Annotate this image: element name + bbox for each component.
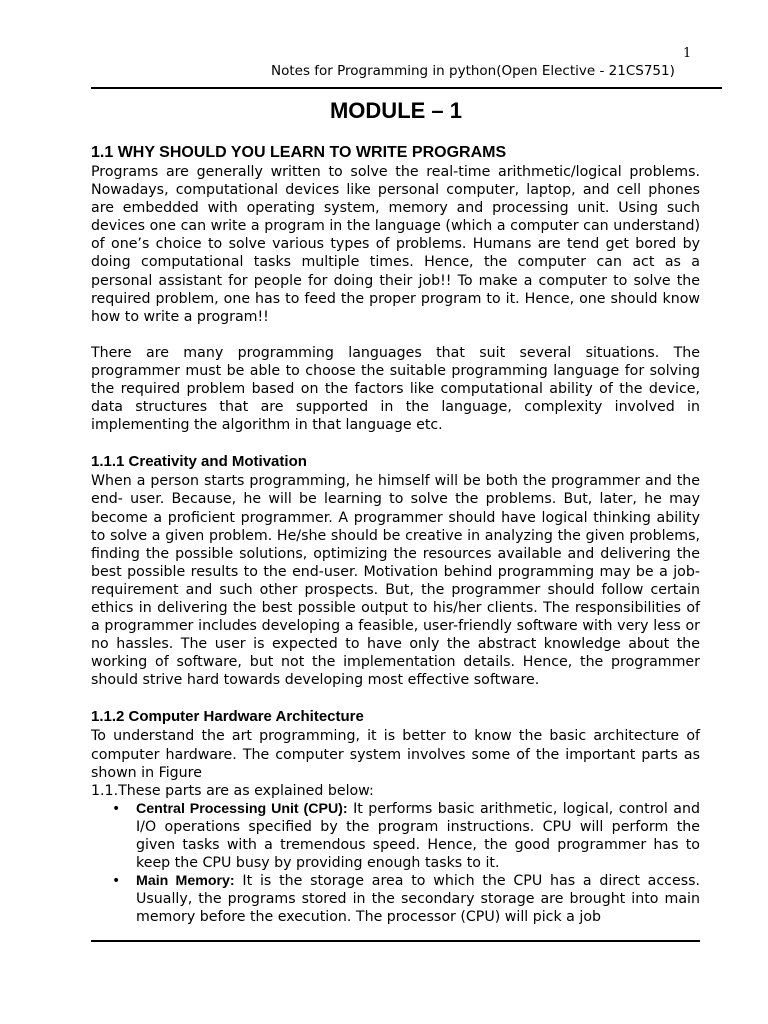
paragraph: To understand the art programming, it is better to know the basic architecture of computer hardware. The computer system involves some of the important parts as shown in Figure — [91, 728, 700, 781]
term-label: Main Memory: — [136, 873, 235, 890]
paragraph: There are many programming languages that suit several situations. The programmer must be able to choose the suitable programming language for solving the required problem based on the factors like computational ability of the device, data structures that are supported in the language, complexity involved in implementing the algorithm in that language etc. — [91, 344, 700, 434]
paragraph-gap — [91, 434, 700, 452]
paragraph-gap — [91, 326, 700, 344]
paragraph: When a person starts programming, he himself will be both the programmer and the end- user. Because, he will be learning to solve the problems. But, later, he may become a proficient programmer. A programmer should have logical thinking ability to solve a given problem. He/she should be creative in analyzing the given problems, finding the possible solutions, optimizing the resources available and delivering the best possible results to the end-user. Motivation behind programming may be a job-requirement and such other prospects. But, the programmer should follow certain ethics in delivering the best possible output to his/her clients. The responsibilities of a programmer includes developing a feasible, user-friendly software with very less or no hassles. The user is expected to have only the abstract knowledge about the working of software, but not the implementation details. Hence, the programmer should strive hard towards developing most effective software. — [91, 473, 700, 689]
term-label: Central Processing Unit (CPU): — [136, 800, 348, 817]
bullet-marker: • — [112, 800, 121, 817]
list-item — [112, 800, 700, 872]
paragraph: 1.1.These parts are as explained below: — [91, 782, 374, 799]
footer-rule — [91, 940, 700, 942]
section-heading-1-1-1: 1.1.1 Creativity and Motivation — [91, 453, 307, 471]
paragraph-gap — [91, 689, 700, 707]
list-item — [112, 872, 700, 926]
module-title: MODULE – 1 — [329, 98, 463, 123]
term-description: It is the storage area to which the CPU has a direct access. Usually, the programs stored in the secondary storage are brought into main memory before the execution. The processor (CPU) will pick a job — [136, 873, 700, 926]
section-heading-1-1-2: 1.1.2 Computer Hardware Architecture — [91, 708, 364, 726]
document-content — [91, 143, 700, 926]
bullet-marker: • — [112, 873, 121, 890]
section-heading-1-1: 1.1 WHY SHOULD YOU LEARN TO WRITE PROGRAMS — [91, 144, 507, 161]
page-number: 1 — [683, 46, 692, 61]
term-description: It performs basic arithmetic, logical, control and I/O operations specified by the program instructions. CPU will perform the given tasks with a tremendous speed. Hence, the good programmer has to keep the CPU busy by providing enough tasks to it. — [136, 800, 700, 872]
paragraph: Programs are generally written to solve the real-time arithmetic/logical problems. Nowadays, computational devices like personal computer, laptop, and cell phones are embedded with operating system, memory and processing unit. Using such devices one can write a program in the language (which a computer can understand) of one’s choice to solve various types of problems. Humans are tend get bored by doing computational tasks multiple times. Hence, the computer can act as a personal assistant for people for doing their job!! To make a computer to solve the required problem, one has to feed the proper program to it. Hence, one should know how to write a program!! — [91, 164, 700, 325]
header-rule — [91, 87, 722, 89]
hardware-parts-list — [91, 800, 700, 927]
running-header: Notes for Programming in python(Open Elective - 21CS751) — [271, 63, 675, 79]
